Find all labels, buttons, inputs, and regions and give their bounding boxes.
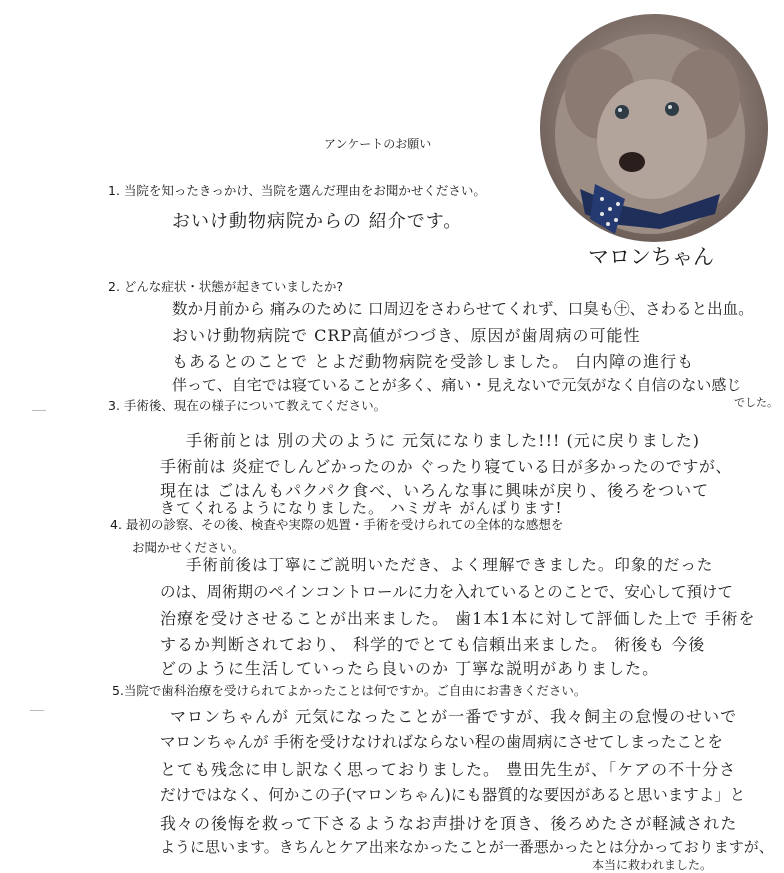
dog-photo (540, 14, 768, 242)
question-5-label: 5.当院で歯科治療を受けられてよかったことは何ですか。ご自由にお書きください。 (112, 683, 587, 698)
question-2-label: 2. どんな症状・状態が起きていましたか? (108, 279, 344, 294)
question-1-label: 1. 当院を知ったきっかけ、当院を選んだ理由をお聞かせください。 (108, 183, 486, 198)
answer-2-line-1: 数か月前から 痛みのために 口周辺をさわらせてくれず、口臭も㊉、さわると出血。 (172, 300, 754, 318)
answer-4-line-3: 治療を受けさせることが出来ました。 歯1本1本に対して評価した上で 手術を (160, 609, 756, 628)
answer-5-line-6: ように思います。きちんとケア出来なかったことが一番悪かったとは分かっておりますが、 (160, 838, 774, 856)
answer-4-line-4: するか判断されており、 科学的でとても信頼出来ました。 術後も 今後 (160, 635, 706, 654)
answer-3-line-2: 手術前は 炎症でしんどかったのか ぐったり寝ている日が多かったのですが、 (160, 457, 732, 476)
answer-4-line-2: のは、周術期のペインコントロールに力を入れているとのことで、安心して預けて (160, 583, 733, 601)
question-4-label: 4. 最初の診察、その後、検査や実際の処置・手術を受けられての全体的な感想を (110, 517, 564, 532)
answer-5-line-5: 我々の後悔を救って下さるようなお声掛けを頂き、後ろめたさが軽減された (160, 814, 738, 833)
answer-2-line-4: 伴って、自宅では寝ていることが多く、痛い・見えないで元気がなく自信のない感じ (172, 376, 742, 394)
answer-3-line-4: きてくれるようになりました。 ハミガキ がんばります! (160, 499, 563, 517)
form-title: アンケートのお願い (324, 137, 432, 151)
answer-4-line-5: どのように生活していったら良いのか 丁寧な説明がありました。 (160, 659, 660, 678)
answer-5-line-4: だけではなく、何かこの子(マロンちゃん)にも器質的な要因があると思いますよ」と (160, 786, 746, 804)
answer-4-line-1: 手術前後は丁寧にご説明いただき、よく理解できました。印象的だった (186, 556, 714, 574)
answer-2-line-2: おいけ動物病院で CRP高値がつづき、原因が歯周病の可能性 (172, 326, 641, 345)
answer-3-line-1: 手術前とは 別の犬のように 元気になりました!!! (元に戻りました) (186, 431, 701, 450)
answer-5-line-1: マロンちゃんが 元気になったことが一番ですが、我々飼主の怠慢のせいで (170, 707, 738, 726)
answer-2-line-5: でした。 (734, 396, 778, 409)
question-3-label: 3. 手術後、現在の様子について教えてください。 (108, 398, 387, 413)
dog-illustration (540, 14, 768, 242)
answer-2-line-3: もあるとのことで とよだ動物病院を受診しました。 白内障の進行も (172, 352, 695, 371)
answer-1-line-1: おいけ動物病院からの 紹介です。 (172, 211, 463, 232)
scan-mark (32, 410, 46, 411)
answer-5-line-2: マロンちゃんが 手術を受けなければならない程の歯周病にさせてしまったことを (160, 733, 723, 751)
question-4-label-cont: お聞かせください。 (132, 540, 245, 555)
answer-5-line-3: とても残念に申し訳なく思っておりました。 豊田先生が、「ケアの不十分さ (160, 760, 737, 779)
answer-3-line-3: 現在は ごはんもパクパク食べ、いろんな事に興味が戻り、後ろをついて (160, 481, 710, 500)
photo-caption: マロンちゃん (588, 245, 714, 269)
answer-5-line-7: 本当に救われました。 (592, 858, 713, 872)
scan-mark (30, 710, 44, 711)
